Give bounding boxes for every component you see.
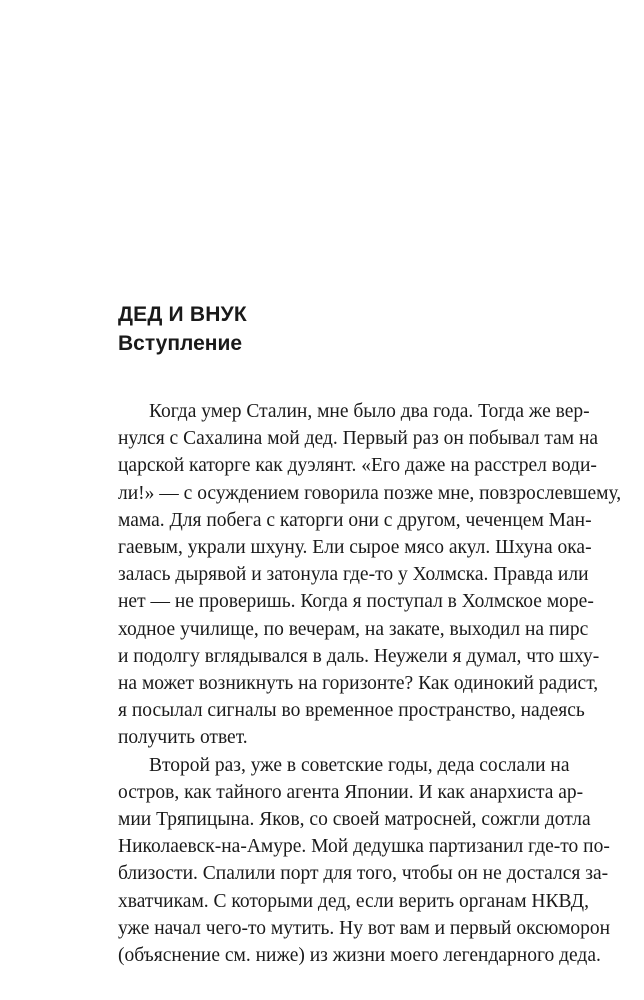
text-line: я посылал сигналы во временное пространство, надеясь — [118, 700, 585, 722]
text-line: гаевым, украли шхуну. Ели сырое мясо акул. Шхуна ока- — [118, 537, 592, 559]
text-line: мии Тряпицына. Яков, со своей матросней, сожгли дотла — [118, 809, 591, 831]
text-line: близости. Спалили порт для того, чтобы он не достался за- — [118, 863, 609, 885]
text-line: получить ответ. — [118, 727, 248, 749]
body-text — [118, 398, 622, 969]
text-line: Николаевск-на-Амуре. Мой дедушка партизанил где-то по- — [118, 836, 610, 858]
chapter-title: ДЕД И ВНУК — [118, 303, 247, 326]
text-line: остров, как тайного агента Японии. И как анархиста ар- — [118, 781, 584, 803]
text-line: ходное училище, по вечерам, на закате, выходил на пирс — [118, 618, 589, 640]
chapter-header — [118, 300, 247, 358]
text-line: и подолгу вглядывался в даль. Неужели я думал, что шху- — [118, 645, 600, 667]
text-line: мама. Для побега с каторги они с другом, чеченцем Ман- — [118, 509, 592, 531]
text-line: на может возникнуть на горизонте? Как одинокий радист, — [118, 673, 599, 695]
text-line: нулся с Сахалина мой дед. Первый раз он побывал там на — [118, 428, 599, 450]
text-line: хватчикам. С которыми дед, если верить органам НКВД, — [118, 890, 589, 912]
text-line: царской каторге как дуэлянт. «Его даже на расстрел води- — [118, 455, 597, 477]
text-line: нет — не проверишь. Когда я поступал в Холмское море- — [118, 591, 594, 613]
paragraph-2 — [118, 752, 611, 970]
text-line: Когда умер Сталин, мне было два года. Тогда же вер- — [149, 401, 590, 422]
text-line: залась дырявой и затонула где-то у Холмска. Правда или — [118, 564, 589, 586]
text-line: (объяснение см. ниже) из жизни моего легендарного деда. — [118, 945, 601, 967]
paragraph-1 — [118, 398, 622, 752]
text-line: ли!» — с осуждением говорила позже мне, повзрослевшему, — [118, 482, 622, 504]
chapter-subtitle: Вступление — [118, 332, 243, 355]
text-line: уже начал чего-то мутить. Ну вот вам и первый оксюморон — [118, 917, 611, 939]
text-line: Второй раз, уже в советские годы, деда сослали на — [149, 754, 570, 776]
